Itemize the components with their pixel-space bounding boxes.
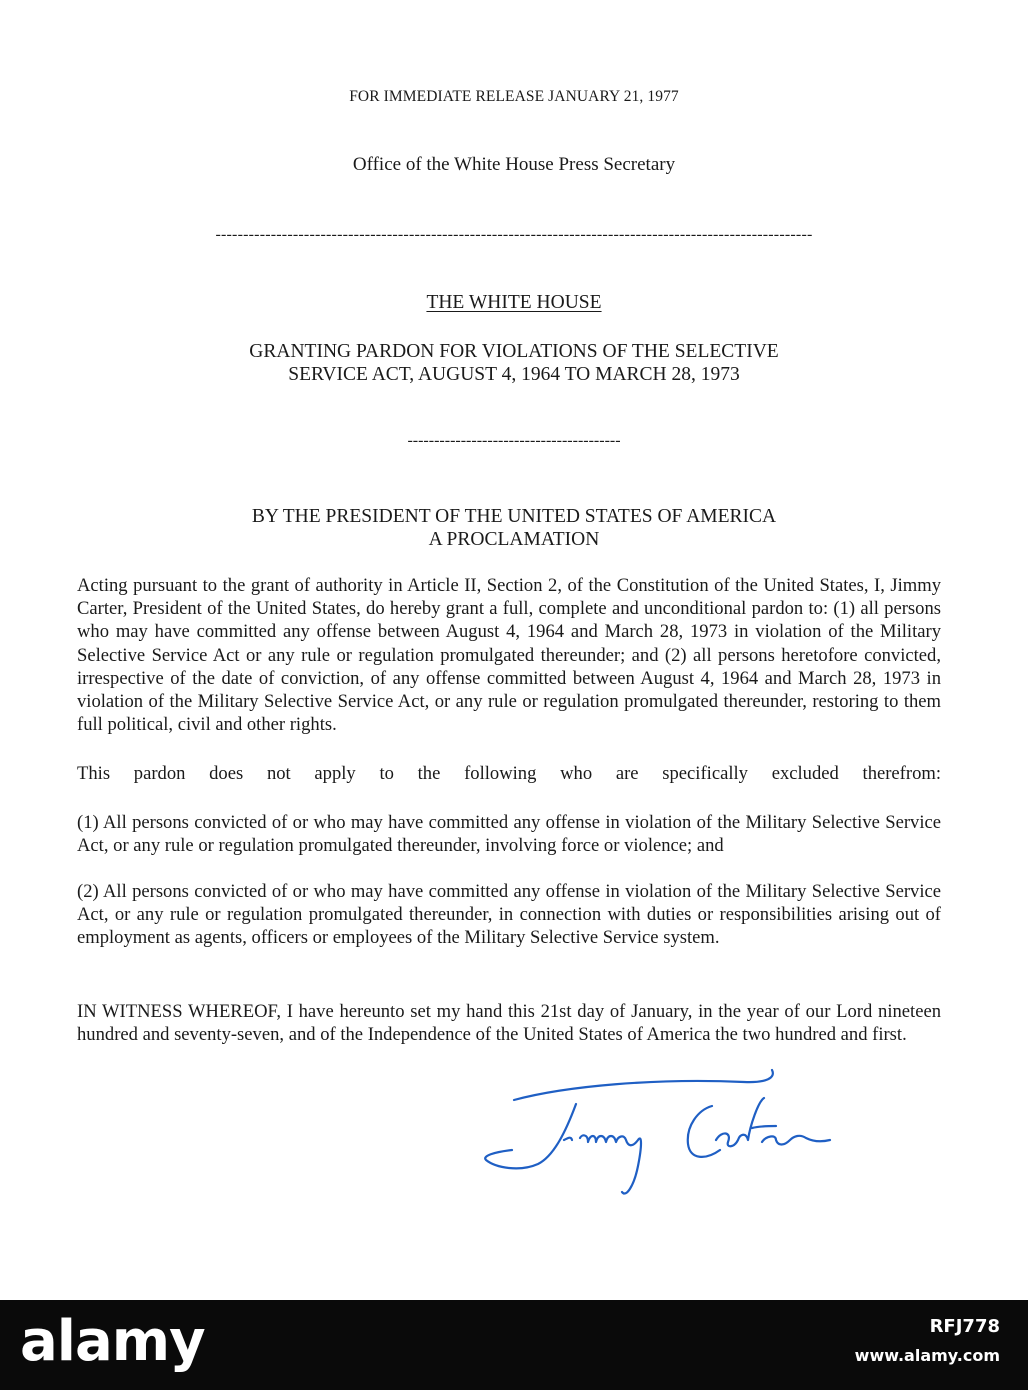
paragraph-grant: Acting pursuant to the grant of authority in Article II, Section 2, of the Constitution of the United States, I, Jimmy Carter, President of the United States, do hereby grant a full, complete and unconditional pardon to: (1) all persons who may have committed any offense between August 4, 1964 and March 28, 1973 in violation of the Military Selective Service Act or any rule or regulation promulgated thereunder; and (2) all persons heretofore convicted, irrespective of the date of conviction, of any offense committed between August 4, 1964 and March 28, 1973 in violation of the Military Selective Service Act, or any rule or regulation promulgated thereunder, restoring to them full political, civil and other rights. bbox=[77, 575, 941, 736]
document-title bbox=[0, 340, 1028, 386]
heading-white-house: THE WHITE HOUSE bbox=[426, 292, 602, 313]
proclamation-line-2: A PROCLAMATION bbox=[428, 529, 600, 550]
signature bbox=[476, 1056, 846, 1216]
office-line: Office of the White House Press Secretary bbox=[352, 154, 676, 175]
title-line-1: GRANTING PARDON FOR VIOLATIONS OF THE SELECTIVE bbox=[249, 341, 779, 362]
release-line: FOR IMMEDIATE RELEASE JANUARY 21, 1977 bbox=[349, 88, 679, 105]
alamy-logo: alamy bbox=[20, 1309, 205, 1374]
proclamation-line-1: BY THE PRESIDENT OF THE UNITED STATES OF AMERICA bbox=[251, 506, 777, 527]
paragraph-witness: IN WITNESS WHEREOF, I have hereunto set my hand this 21st day of January, in the year of our Lord nineteen hundred and seventy-seven, and of the Independence of the United States of America the two hundred and first. bbox=[77, 1001, 941, 1046]
title-line-2: SERVICE ACT, AUGUST 4, 1964 TO MARCH 28, 1973 bbox=[288, 364, 740, 385]
separator-long: ------------------------------------------------------------------------------------------------------------ bbox=[215, 226, 813, 243]
paragraph-exclusions-intro: This pardon does not apply to the following who are specifically excluded therefrom: bbox=[77, 763, 941, 784]
image-id: RFJ778 bbox=[929, 1316, 1000, 1337]
proclamation-heading bbox=[0, 505, 1028, 551]
paragraph-exclusion-1: (1) All persons convicted of or who may have committed any offense in violation of the Military Selective Service Act, or any rule or regulation promulgated thereunder, involving force or violence; and bbox=[77, 812, 941, 857]
separator-short: ---------------------------------------- bbox=[407, 432, 621, 449]
paragraph-exclusion-2: (2) All persons convicted of or who may have committed any offense in violation of the Military Selective Service Act, or any rule or regulation promulgated thereunder, in connection with duties or responsibilities arising out of employment as agents, officers or employees of the Military Selective Service system. bbox=[77, 881, 941, 949]
site-url: www.alamy.com bbox=[854, 1346, 1000, 1365]
